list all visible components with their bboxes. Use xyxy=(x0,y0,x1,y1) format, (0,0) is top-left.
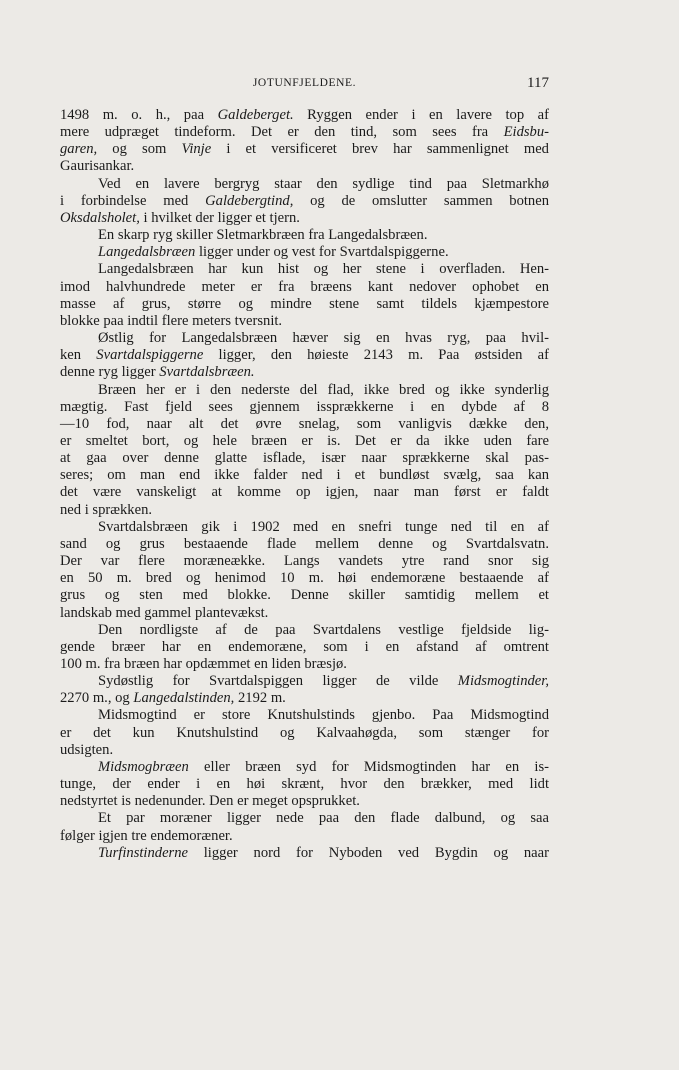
line-25: Svartdalsbræen gik i 1902 med en snefri tunge ned til en af xyxy=(98,518,549,535)
line-11: imod halvhundrede meter er fra bræens kant nedover ophobet en xyxy=(60,278,549,295)
line-41: nedstyrtet is nedenunder. Den er meget opsprukket. xyxy=(60,793,360,810)
line-22: seres; om man end ikke falder ned i et bundløst svælg, saa kan xyxy=(60,467,549,484)
line-30: landskab med gammel plantevækst. xyxy=(60,604,269,621)
line-36: Midsmogtind er store Knutshulstinds gjenbo. Paa Midsmogtind xyxy=(98,707,549,724)
line-38: udsigten. xyxy=(60,741,114,758)
line-29: grus og sten med blokke. Denne skiller samtidig mellem et xyxy=(60,587,549,604)
line-1: 1498 m. o. h., paa Galdeberget. Ryggen ender i en lavere top af xyxy=(60,107,549,123)
line-42: Et par moræner ligger nede paa den flade dalbund, og saa xyxy=(98,810,549,827)
line-10: Langedalsbræen har kun hist og her stene i overfladen. Hen- xyxy=(98,261,549,278)
line-5: Ved en lavere bergryg staar den sydlige tind paa Sletmarkhø xyxy=(98,175,549,192)
line-32: gende bræer har en endemoræne, som i en afstand af omtrent xyxy=(60,638,549,655)
line-12: masse af grus, større og mindre stene samt tildels kjæmpestore xyxy=(60,295,549,312)
line-6: i forbindelse med Galdebergtind, og de omslutter sammen botnen xyxy=(60,192,550,209)
line-7: Oksdalsholet, i hvilket der ligger et tjern. xyxy=(60,209,300,226)
line-43: følger igjen tre endemoræner. xyxy=(60,827,233,844)
line-35: 2270 m., og Langedalstinden, 2192 m. xyxy=(60,690,286,707)
line-27: Der var flere moræneække. Langs vandets ytre rand snor sig xyxy=(60,553,549,570)
line-24: ned i sprækken. xyxy=(60,501,153,518)
line-8: En skarp ryg skiller Sletmarkbræen fra Langedalsbræen. xyxy=(98,227,428,244)
line-44: Turfinstinderne ligger nord for Nyboden ved Bygdin og naar xyxy=(98,844,549,861)
line-3: garen, og som Vinje i et versificeret brev har sammenlignet med xyxy=(60,141,549,158)
line-19: —10 fod, naar alt det øvre snelag, som vanligvis dække den, xyxy=(60,415,549,432)
line-34: Sydøstlig for Svartdalspiggen ligger de vilde Midsmogtinder, xyxy=(98,673,549,690)
body-text xyxy=(60,107,549,862)
line-23: det være vanskeligt at komme op igjen, naar man først er faldt xyxy=(60,484,549,501)
line-28: en 50 m. bred og henimod 10 m. høi endemoræne bestaaende af xyxy=(60,570,549,587)
page-header xyxy=(60,75,549,93)
line-13: blokke paa indtil flere meters tversnit. xyxy=(60,312,283,329)
line-37: er det kun Knutshulstind og Kalvaahøgda, som stænger for xyxy=(60,724,549,741)
line-18: mægtig. Fast fjeld sees gjennem issprækkerne i en dybde af 8 xyxy=(60,398,549,415)
line-26: sand og grus bestaaende flade mellem denne og Svartdalsvatn. xyxy=(60,535,549,552)
line-39: Midsmogbræen eller bræen syd for Midsmogtinden har en is- xyxy=(98,758,549,775)
line-15: ken Svartdalspiggerne ligger, den høieste 2143 m. Paa østsiden af xyxy=(60,347,549,364)
line-14: Østlig for Langedalsbræen hæver sig en hvas ryg, paa hvil- xyxy=(98,330,549,347)
line-40: tunge, der ender i en høi skrænt, hvor den brækker, med lidt xyxy=(60,776,549,793)
line-20: er smeltet bort, og hele bræen er is. Det er da ikke uden fare xyxy=(60,432,549,449)
line-16: denne ryg ligger Svartdalsbræen. xyxy=(60,364,255,381)
line-33: 100 m. fra bræen har opdæmmet en liden bræsjø. xyxy=(60,656,347,672)
page-number: 117 xyxy=(527,75,549,91)
running-title: JOTUNFJELDENE. xyxy=(252,77,357,89)
line-21: at gaa over denne glatte isflade, især naar sprækkerne skal pas- xyxy=(60,450,549,467)
line-17: Bræen her er i den nederste del flad, ikke bred og ikke synderlig xyxy=(98,381,549,398)
line-4: Gaurisankar. xyxy=(60,158,135,175)
line-2: mere udpræget tindeform. Det er den tind, som sees fra Eidsbu- xyxy=(60,124,549,141)
line-31: Den nordligste af de paa Svartdalens vestlige fjeldside lig- xyxy=(98,621,549,638)
line-9: Langedalsbræen ligger under og vest for Svartdalspiggerne. xyxy=(98,244,449,261)
